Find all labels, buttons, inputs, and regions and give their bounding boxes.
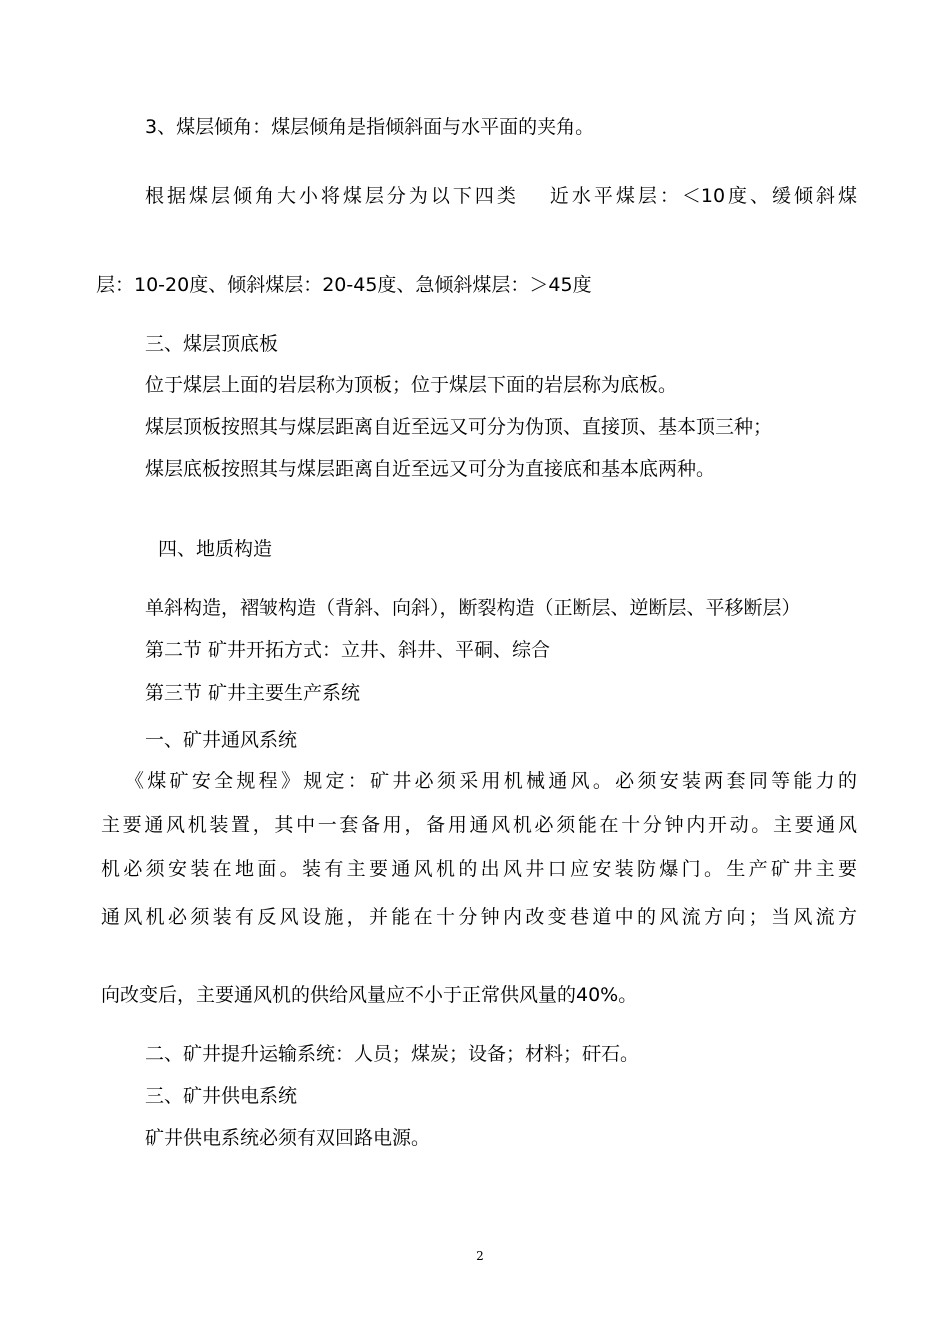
paragraph-roof-types: 煤层顶板按照其与煤层距离自近至远又可分为伪顶、直接顶、基本顶三种；: [145, 416, 773, 438]
paragraph-power-supply: 矿井供电系统必须有双回路电源。: [145, 1127, 431, 1149]
heading-power-supply-system: 三、矿井供电系统: [145, 1085, 298, 1107]
heading-section-three: 第三节 矿井主要生产系统: [145, 682, 361, 704]
paragraph-dip-classification: 根据煤层倾角大小将煤层分为以下四类 近水平煤层：＜10度、缓倾斜煤: [145, 185, 857, 207]
paragraph-structure-types: 单斜构造，褶皱构造（背斜、向斜），断裂构造（正断层、逆断层、平移断层）: [145, 597, 801, 619]
heading-ventilation-system: 一、矿井通风系统: [145, 729, 298, 751]
paragraph-roof-floor-definition: 位于煤层上面的岩层称为顶板；位于煤层下面的岩层称为底板。: [145, 374, 678, 396]
heading-section-two: 第二节 矿井开拓方式：立井、斜井、平硐、综合: [145, 639, 551, 661]
paragraph-ventilation-rules: 《煤矿安全规程》规定：矿井必须采用机械通风。必须安装两套同等能力的: [125, 770, 857, 792]
page-number: 2: [476, 1249, 484, 1263]
heading-geological-structure: 四、地质构造: [158, 538, 273, 560]
paragraph-ventilation-rules-continued: 主要通风机装置，其中一套备用，备用通风机必须能在十分钟内开动。主要通风: [101, 814, 857, 836]
paragraph-dip-classification-continued: 层：10-20度、倾斜煤层：20-45度、急倾斜煤层：＞45度: [96, 274, 592, 296]
section-coal-seam-dip: 3、煤层倾角：煤层倾角是指倾斜面与水平面的夹角。: [145, 116, 595, 138]
paragraph-floor-types: 煤层底板按照其与煤层距离自近至远又可分为直接底和基本底两种。: [145, 458, 716, 480]
paragraph-ventilation-rules-continued: 机必须安装在地面。装有主要通风机的出风井口应安装防爆门。生产矿井主要: [101, 858, 857, 880]
heading-roof-floor: 三、煤层顶底板: [145, 333, 279, 355]
paragraph-ventilation-rules-continued: 通风机必须装有反风设施，并能在十分钟内改变巷道中的风流方向；当风流方: [101, 906, 857, 928]
paragraph-ventilation-rules-end: 向改变后，主要通风机的供给风量应不小于正常供风量的40%。: [101, 984, 638, 1006]
heading-hoisting-transport-system: 二、矿井提升运输系统：人员；煤炭；设备；材料；矸石。: [145, 1043, 640, 1065]
